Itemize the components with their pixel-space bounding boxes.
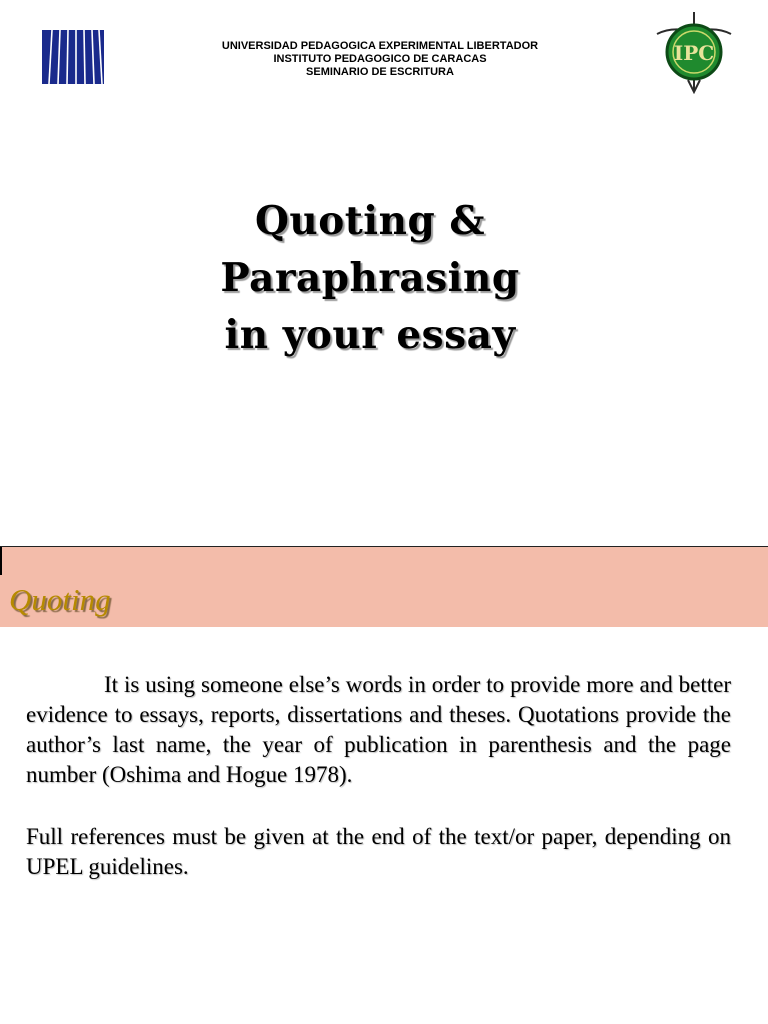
title-line-1: Quoting & xyxy=(254,198,486,244)
institution-header xyxy=(180,40,580,79)
body-paragraph-2: Full references must be given at the end of the text/or paper, depending on UPEL guidelines. xyxy=(26,824,731,879)
header-line-institute: INSTITUTO PEDAGOGICO DE CARACAS xyxy=(273,53,487,65)
section-body xyxy=(26,670,731,882)
header-line-seminar: SEMINARIO DE ESCRITURA xyxy=(306,66,454,78)
title-line-3: in your essay xyxy=(224,312,516,358)
title-line-2: Paraphrasing xyxy=(220,255,520,301)
band-edge-marker xyxy=(0,547,2,575)
header-line-university: UNIVERSIDAD PEDAGOGICA EXPERIMENTAL LIBERTADOR xyxy=(221,40,539,52)
body-paragraph-1: It is using someone else’s words in order to provide more and better evidence to essays, reports, dissertations and theses. Quotations provide the author’s last name, the year of publication in parenthesis and the page number (Oshima and Hogue 1978). xyxy=(26,672,731,787)
ipc-seal-icon xyxy=(653,10,735,94)
ipc-seal-text: IPC xyxy=(673,41,715,65)
section-heading: Quoting xyxy=(9,582,111,617)
section-band xyxy=(0,546,768,627)
upel-logo-icon xyxy=(40,28,106,86)
slide-title xyxy=(120,193,620,364)
